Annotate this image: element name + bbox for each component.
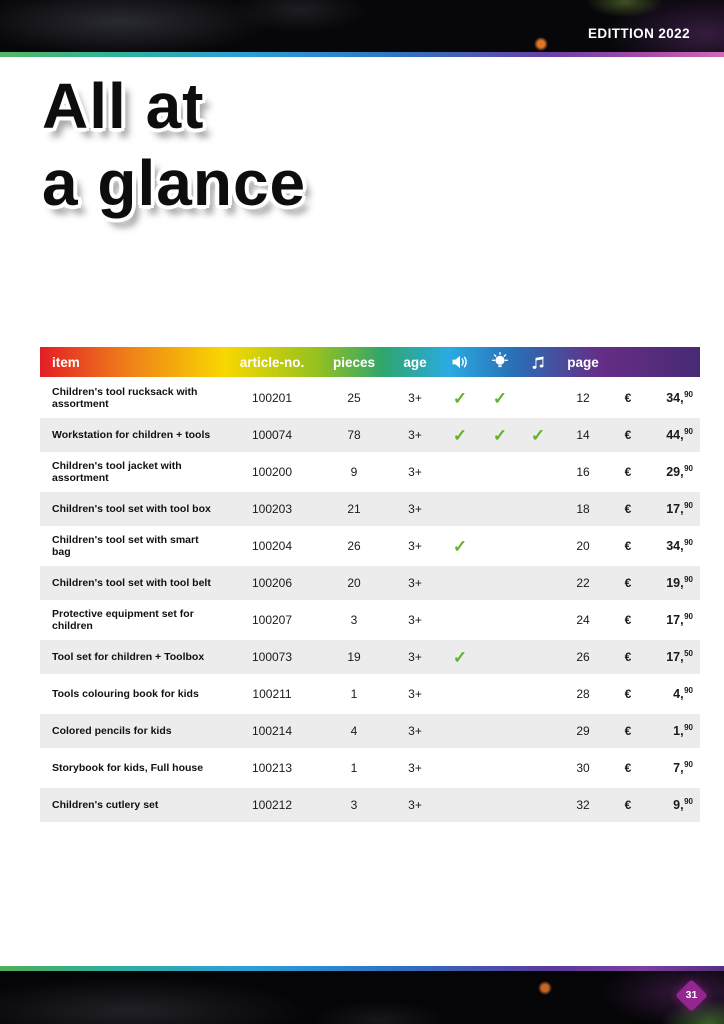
article-no: 100073 bbox=[251, 650, 293, 664]
item-name: Tool set for children + Toolbox bbox=[52, 650, 205, 663]
item-name: Children's tool set with tool belt bbox=[52, 576, 211, 589]
pieces-count: 21 bbox=[347, 502, 361, 516]
light-check-icon: ✓ bbox=[492, 388, 508, 408]
pieces-count: 20 bbox=[347, 576, 361, 590]
table-row bbox=[40, 418, 700, 452]
article-no: 100200 bbox=[251, 465, 293, 479]
article-no: 100207 bbox=[251, 613, 293, 627]
item-name: Storybook for kids, Full house bbox=[52, 761, 204, 774]
age-rating: 3+ bbox=[408, 502, 422, 516]
item-name: Colored pencils for kids bbox=[52, 724, 172, 737]
currency-symbol: € bbox=[624, 576, 632, 590]
item-name: Children's tool set with tool box bbox=[52, 502, 211, 515]
age-rating: 3+ bbox=[408, 613, 422, 627]
article-no: 100213 bbox=[251, 761, 293, 775]
item-name: Workstation for children + tools bbox=[52, 428, 211, 441]
currency-symbol: € bbox=[624, 391, 632, 405]
table-row bbox=[40, 677, 700, 711]
currency-symbol: € bbox=[624, 724, 632, 738]
age-rating: 3+ bbox=[408, 465, 422, 479]
pieces-count: 1 bbox=[350, 761, 358, 775]
page-reference: 20 bbox=[576, 539, 590, 553]
table-header bbox=[40, 347, 700, 377]
price: 17,90 bbox=[666, 612, 693, 628]
pieces-count: 19 bbox=[347, 650, 361, 664]
page-number-badge bbox=[675, 979, 708, 1012]
title-line-2: a glance bbox=[42, 147, 307, 219]
age-rating: 3+ bbox=[408, 687, 422, 701]
page-reference: 28 bbox=[576, 687, 590, 701]
article-no: 100074 bbox=[251, 428, 293, 442]
article-no: 100211 bbox=[252, 687, 292, 701]
currency-symbol: € bbox=[624, 687, 632, 701]
article-no: 100204 bbox=[251, 539, 293, 553]
currency-symbol: € bbox=[624, 465, 632, 479]
pieces-count: 1 bbox=[350, 687, 358, 701]
page-reference: 30 bbox=[576, 761, 590, 775]
currency-symbol: € bbox=[624, 761, 632, 775]
page-reference: 24 bbox=[576, 613, 590, 627]
footer-banner bbox=[0, 971, 724, 1024]
page-reference: 16 bbox=[576, 465, 590, 479]
currency-symbol: € bbox=[624, 798, 632, 812]
price: 29,90 bbox=[666, 464, 693, 480]
item-name: Children's tool set with smart bag bbox=[52, 533, 199, 558]
music-notes-icon bbox=[518, 354, 558, 371]
price: 44,90 bbox=[666, 427, 693, 443]
pieces-count: 3 bbox=[350, 613, 358, 627]
pieces-count: 26 bbox=[347, 539, 361, 553]
table-row bbox=[40, 714, 700, 748]
pieces-count: 3 bbox=[350, 798, 358, 812]
table-row bbox=[40, 529, 700, 563]
page-reference: 26 bbox=[576, 650, 590, 664]
age-rating: 3+ bbox=[408, 724, 422, 738]
table-row bbox=[40, 603, 700, 637]
page-title bbox=[42, 68, 306, 222]
price: 4,90 bbox=[673, 686, 693, 702]
page-number: 31 bbox=[685, 989, 698, 1001]
pieces-count: 78 bbox=[347, 428, 361, 442]
music-check-icon: ✓ bbox=[530, 425, 546, 445]
price: 34,90 bbox=[666, 538, 693, 554]
title-line-1: All at bbox=[42, 70, 205, 142]
currency-symbol: € bbox=[624, 428, 632, 442]
price: 34,90 bbox=[666, 390, 693, 406]
price: 7,90 bbox=[673, 760, 693, 776]
currency-symbol: € bbox=[624, 539, 632, 553]
price: 17,90 bbox=[666, 501, 693, 517]
age-rating: 3+ bbox=[408, 539, 422, 553]
page-reference: 32 bbox=[576, 798, 590, 812]
item-name: Children's cutlery set bbox=[52, 798, 159, 811]
lightbulb-icon bbox=[482, 351, 518, 373]
speaker-icon bbox=[438, 352, 482, 372]
currency-symbol: € bbox=[624, 502, 632, 516]
table-body bbox=[40, 381, 700, 822]
page-reference: 12 bbox=[576, 391, 590, 405]
age-rating: 3+ bbox=[408, 428, 422, 442]
header-age: age bbox=[403, 354, 427, 370]
table-row bbox=[40, 381, 700, 415]
age-rating: 3+ bbox=[408, 576, 422, 590]
price: 17,50 bbox=[666, 649, 693, 665]
header-article-no: article-no. bbox=[239, 354, 305, 370]
price: 1,90 bbox=[673, 723, 693, 739]
page-reference: 14 bbox=[576, 428, 590, 442]
age-rating: 3+ bbox=[408, 391, 422, 405]
table-row bbox=[40, 640, 700, 674]
header-pieces: pieces bbox=[332, 354, 376, 370]
products-table bbox=[40, 347, 700, 825]
item-name: Children's tool jacket with assortment bbox=[52, 459, 182, 484]
sound-check-icon: ✓ bbox=[452, 647, 468, 667]
table-row bbox=[40, 788, 700, 822]
price: 9,90 bbox=[673, 797, 693, 813]
sound-check-icon: ✓ bbox=[452, 536, 468, 556]
article-no: 100201 bbox=[251, 391, 293, 405]
header-page: page bbox=[567, 354, 599, 370]
article-no: 100203 bbox=[251, 502, 293, 516]
top-banner bbox=[0, 0, 724, 52]
item-name: Tools colouring book for kids bbox=[52, 687, 199, 700]
page-reference: 18 bbox=[576, 502, 590, 516]
age-rating: 3+ bbox=[408, 650, 422, 664]
table-row bbox=[40, 455, 700, 489]
item-name: Protective equipment set for children bbox=[52, 607, 194, 632]
pieces-count: 4 bbox=[350, 724, 358, 738]
sound-check-icon: ✓ bbox=[452, 425, 468, 445]
table-row bbox=[40, 566, 700, 600]
rainbow-divider-top bbox=[0, 52, 724, 57]
item-name: Children's tool rucksack with assortment bbox=[52, 385, 198, 410]
age-rating: 3+ bbox=[408, 761, 422, 775]
header-item: item bbox=[52, 354, 80, 370]
article-no: 100212 bbox=[251, 798, 293, 812]
table-row bbox=[40, 751, 700, 785]
age-rating: 3+ bbox=[408, 798, 422, 812]
table-row bbox=[40, 492, 700, 526]
article-no: 100214 bbox=[251, 724, 293, 738]
pieces-count: 9 bbox=[350, 465, 358, 479]
light-check-icon: ✓ bbox=[492, 425, 508, 445]
article-no: 100206 bbox=[251, 576, 293, 590]
page-reference: 22 bbox=[576, 576, 590, 590]
sound-check-icon: ✓ bbox=[452, 388, 468, 408]
page-reference: 29 bbox=[576, 724, 590, 738]
price: 19,90 bbox=[666, 575, 693, 591]
currency-symbol: € bbox=[624, 650, 632, 664]
pieces-count: 25 bbox=[347, 391, 361, 405]
currency-symbol: € bbox=[624, 613, 632, 627]
edition-label: EDITTION 2022 bbox=[588, 26, 690, 41]
